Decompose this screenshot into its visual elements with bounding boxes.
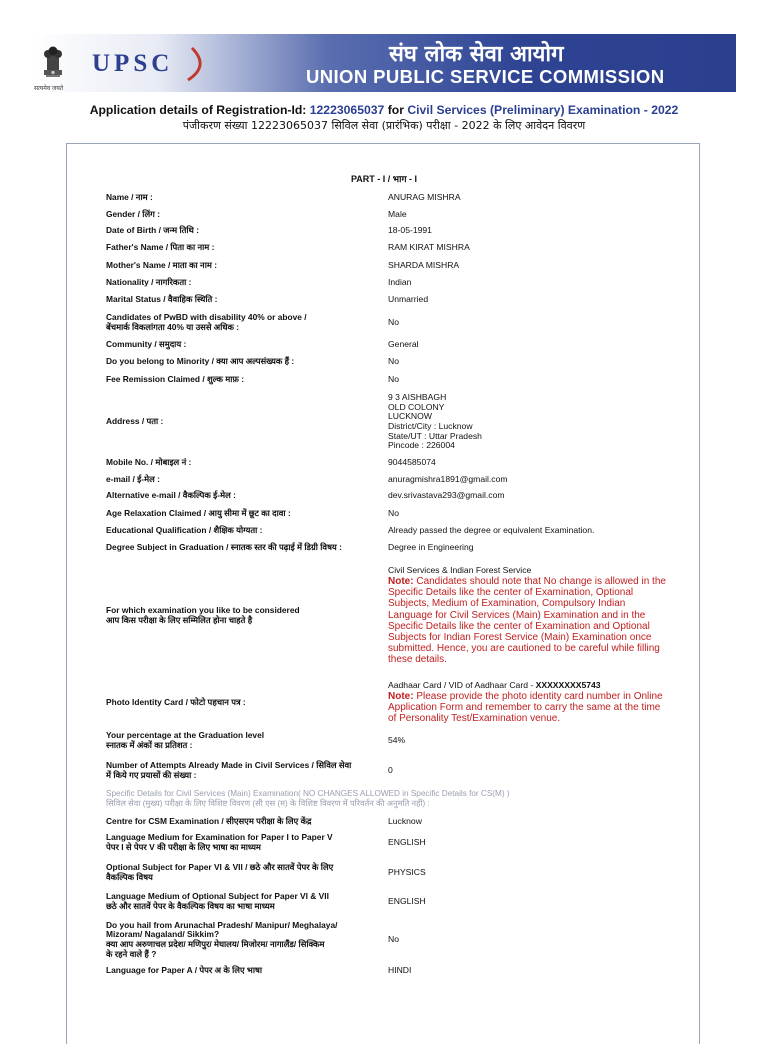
table-row (106, 757, 666, 785)
table-row (106, 225, 666, 237)
row-value (388, 542, 670, 554)
table-row (106, 731, 666, 751)
row-label-line: Marital Status / वैवाहिक स्थिति : (106, 294, 218, 305)
row-value (388, 242, 670, 254)
row-value (388, 677, 670, 729)
row-value-line: HINDI (388, 965, 412, 976)
row-label (106, 861, 376, 885)
row-label-line: Mobile No. / मोबाइल नं : (106, 457, 192, 468)
row-value-line: 0 (388, 765, 393, 776)
row-label (106, 890, 376, 914)
row-label (106, 242, 376, 254)
title-mid: for (384, 103, 408, 117)
row-value (388, 965, 670, 977)
table-row (106, 311, 666, 335)
row-label-line: बेंचमार्क विकलांगता 40% या उससे अधिक : (106, 322, 240, 332)
table-row (106, 209, 666, 221)
row-label-line: आप किस परीक्षा के लिए सम्मिलित होना चाहते है (106, 615, 253, 625)
row-value (388, 225, 670, 237)
row-label (106, 225, 376, 237)
row-label-line: क्या आप अरुणाचल प्रदेश/ मणिपुर/ मेघालय/ मिजोरम/ नागालैंड/ सिक्किम (106, 939, 325, 949)
row-value-line: No (388, 374, 399, 385)
id-number: XXXXXXXX5743 (535, 680, 601, 691)
logo-swoosh-icon (182, 44, 212, 84)
row-value (388, 374, 670, 386)
row-label-line: Date of Birth / जन्म तिथि : (106, 225, 200, 236)
row-label-line: Gender / लिंग : (106, 209, 160, 220)
row-value (388, 731, 670, 751)
row-value-line: Unmarried (388, 294, 429, 305)
table-row (106, 525, 666, 537)
row-label (106, 277, 376, 289)
hindi-commission-title: संघ लोक सेवा आयोग (389, 42, 564, 67)
row-label-line: Degree Subject in Graduation / स्नातक स्तर की पढ़ाई में डिग्री विषय : (106, 542, 342, 553)
row-value-line: Civil Services & Indian Forest Service (388, 565, 532, 576)
row-label (106, 192, 376, 204)
row-value-line: LUCKNOW (388, 411, 432, 422)
row-label (106, 294, 376, 306)
table-row (106, 390, 666, 454)
row-label-line: Optional Subject for Paper VI & VII / छठे और सातवें पेपर के लिए (106, 862, 334, 873)
table-row (106, 474, 666, 486)
table-row (106, 508, 666, 520)
national-emblem-icon (40, 40, 66, 84)
row-value-line: No (388, 508, 399, 519)
note-text: Candidates should note that No change is allowed in the Specific Details like the center of Examination, Optional Subjects, Medium of Examination, Compulsory Indian Language for Civil Services (Main) Examination and in the Specific Details like the center of Examination and Optional Subjects for Indian Forest Service (Main) Examination once submitted. Hence, you are cautioned to be careful while filling these details. (388, 575, 666, 666)
row-label (106, 457, 376, 469)
row-value-line: No (388, 356, 399, 367)
warning-note (388, 691, 670, 725)
row-label (106, 356, 376, 368)
row-label-line: Nationality / नागरिकता : (106, 277, 192, 288)
specific-heading-en: Specific Details for Civil Services (Main) Examination( NO CHANGES ALLOWED in Specific Details for CS(M) ) (106, 789, 510, 798)
row-label (106, 209, 376, 221)
row-label-line: Language for Paper A / पेपर अ के लिए भाषा (106, 965, 263, 976)
row-value-line: anuragmishra1891@gmail.com (388, 474, 508, 485)
row-label-line: Language Medium of Optional Subject for Paper VI & VII (106, 891, 329, 902)
row-label-line: Community / समुदाय : (106, 339, 187, 350)
table-row (106, 490, 666, 502)
row-value (388, 209, 670, 221)
row-label-line: Name / नाम : (106, 192, 153, 203)
table-row (106, 861, 666, 885)
row-label-line: स्नातक में अंकों का प्रतिशत : (106, 740, 193, 750)
row-value-line: Male (388, 209, 407, 220)
row-value-line: General (388, 339, 419, 350)
row-value (388, 525, 670, 537)
row-label-line: Your percentage at the Graduation level (106, 730, 265, 741)
row-label-line: Language Medium for Examination for Paper I to Paper V (106, 832, 333, 843)
row-label (106, 311, 376, 335)
row-value-line: Already passed the degree or equivalent Examination. (388, 525, 595, 536)
title-prefix: Application details of Registration-Id: (89, 103, 310, 117)
upsc-logo: UPSC (92, 50, 174, 77)
row-value (388, 390, 670, 454)
table-row (106, 339, 666, 351)
row-label (106, 390, 376, 454)
row-value (388, 294, 670, 306)
table-row (106, 192, 666, 204)
row-value-line: Pincode : 226004 (388, 440, 455, 451)
row-value-line: Degree in Engineering (388, 542, 474, 553)
row-label-line: छठे और सातवें पेपर के वैकल्पिक विषय का भाषा माध्यम (106, 901, 275, 911)
row-value (388, 861, 670, 885)
row-label (106, 374, 376, 386)
row-value (388, 757, 670, 785)
table-row (106, 356, 666, 368)
row-label (106, 525, 376, 537)
row-label-line: Fee Remission Claimed / शुल्क माफ़ : (106, 374, 244, 385)
row-value-line (388, 681, 670, 691)
row-value-line: No (388, 317, 399, 328)
table-row (106, 965, 666, 977)
row-label-line: Number of Attempts Already Made in Civil Services / सिविल सेवा (106, 760, 352, 771)
row-value-line: PHYSICS (388, 867, 426, 878)
row-value (388, 260, 670, 272)
application-title-hindi: पंजीकरण संख्या 12223065037 सिविल सेवा (प्रारंभिक) परीक्षा - 2022 के लिए आवेदन विवरण (182, 119, 586, 132)
row-label-line: Mother's Name / माता का नाम : (106, 260, 217, 271)
row-label (106, 677, 376, 729)
table-row (106, 242, 666, 254)
row-label (106, 757, 376, 785)
table-row (106, 558, 666, 674)
specific-heading-hi: सिविल सेवा (मुख्य) परीक्षा के लिए विशिष्ट विवरण (सी एस (म) के विशिष्ट विवरण में परिवर्तन की अनुमति नहीं) : (106, 799, 430, 808)
row-label-line: वैकल्पिक विषय (106, 872, 153, 882)
row-label (106, 508, 376, 520)
table-row (106, 457, 666, 469)
row-label-line: Alternative e-mail / वैकल्पिक ई-मेल : (106, 490, 236, 501)
row-label (106, 831, 376, 855)
table-row (106, 542, 666, 554)
part-heading: PART - I / भाग - I (350, 174, 418, 184)
row-value (388, 474, 670, 486)
row-label-line: Do you belong to Minority / क्या आप अल्पसंख्यक हैं : (106, 356, 295, 367)
row-label (106, 490, 376, 502)
row-label-line: Do you hail from Arunachal Pradesh/ Manipur/ Meghalaya/ (106, 919, 338, 930)
row-value-line: Indian (388, 277, 412, 288)
row-label (106, 917, 376, 963)
row-label (106, 474, 376, 486)
row-value-line: 18-05-1991 (388, 225, 432, 236)
english-commission-title: UNION PUBLIC SERVICE COMMISSION (306, 66, 665, 87)
row-label-line: Educational Qualification / शैक्षिक योग्यता : (106, 525, 263, 536)
id-type: Aadhaar Card / VID of Aadhaar Card - (388, 680, 536, 691)
row-label-line: For which examination you like to be considered (106, 605, 300, 616)
row-value-line: 9 3 AISHBAGH (388, 392, 447, 403)
row-value-line: SHARDA MISHRA (388, 260, 460, 271)
row-value-line: RAM KIRAT MISHRA (388, 242, 470, 253)
row-value (388, 339, 670, 351)
row-value-line: Lucknow (388, 816, 422, 827)
table-row (106, 374, 666, 386)
note-text: Please provide the photo identity card number in Online Application Form and remember to carry the same at the time of Personality Test/Examination venue. (388, 690, 663, 725)
row-value (388, 457, 670, 469)
exam-name: Civil Services (Preliminary) Examination - 2022 (407, 103, 679, 117)
row-value (388, 890, 670, 914)
row-value-line: ANURAG MISHRA (388, 192, 461, 203)
row-label-line: के रहने वाले हैं ? (106, 948, 157, 959)
note-heading: Note: (388, 690, 414, 702)
row-label-line: Age Relaxation Claimed / आयु सीमा में छूट का दावा : (106, 508, 291, 519)
row-value (388, 356, 670, 368)
row-label-line: Address / पता : (106, 416, 164, 427)
row-value (388, 508, 670, 520)
table-row (106, 831, 666, 855)
row-value (388, 917, 670, 963)
row-label (106, 260, 376, 272)
warning-note (388, 576, 670, 666)
row-value-line: dev.srivastava293@gmail.com (388, 490, 505, 501)
row-label-line: Father's Name / पिता का नाम : (106, 242, 215, 253)
table-row (106, 294, 666, 306)
row-value-line: 54% (388, 735, 406, 746)
row-value (388, 558, 670, 674)
specific-details-heading (106, 789, 666, 809)
row-value (388, 816, 670, 828)
table-row (106, 816, 666, 828)
table-row (106, 677, 666, 729)
row-label-line: पेपर I से पेपर V की परीक्षा के लिए भाषा का माध्यम (106, 842, 261, 852)
row-value (388, 192, 670, 204)
note-heading: Note: (388, 575, 414, 587)
row-label-line: Centre for CSM Examination / सीएसएम परीक्षा के लिए केंद्र (106, 816, 312, 827)
table-row (106, 890, 666, 914)
row-label-line: में किये गए प्रयासों की संख्या : (106, 770, 197, 780)
row-label (106, 339, 376, 351)
registration-id: 12223065037 (309, 103, 385, 117)
row-value-line: OLD COLONY (388, 401, 445, 412)
emblem-motto: सत्यमेव जयते (34, 86, 64, 92)
row-label (106, 558, 376, 674)
table-row (106, 260, 666, 272)
row-value-line: District/City : Lucknow (388, 421, 473, 431)
row-label-line: Photo Identity Card / फोटो पहचान पत्र : (106, 697, 246, 708)
row-label (106, 731, 376, 751)
table-row (106, 277, 666, 289)
row-value-line: ENGLISH (388, 896, 426, 907)
row-label (106, 965, 376, 977)
row-value (388, 311, 670, 335)
row-value-line: No (388, 934, 399, 945)
row-value-line: ENGLISH (388, 837, 426, 848)
row-label-line: e-mail / ई-मेल : (106, 474, 160, 485)
row-label (106, 816, 376, 828)
row-label-line: Mizoram/ Nagaland/ Sikkim? (106, 929, 220, 940)
row-value-line: 9044585074 (388, 457, 436, 468)
row-value (388, 277, 670, 289)
row-value-line: State/UT : Uttar Pradesh (388, 430, 482, 441)
row-label-line: Candidates of PwBD with disability 40% or above / (106, 312, 307, 323)
row-value (388, 490, 670, 502)
row-label (106, 542, 376, 554)
row-value (388, 831, 670, 855)
table-row (106, 917, 666, 963)
application-title (0, 103, 768, 117)
